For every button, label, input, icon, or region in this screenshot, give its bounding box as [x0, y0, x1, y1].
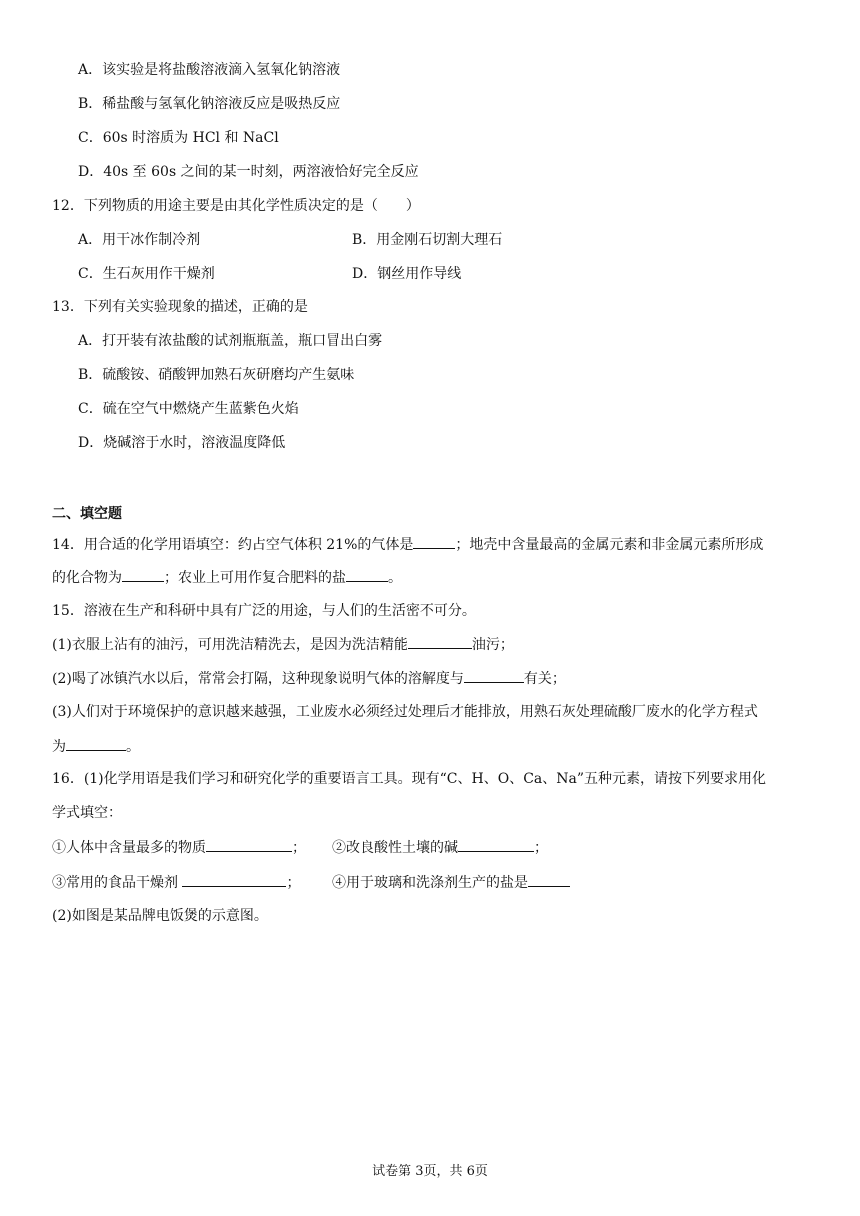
q14-text-5: 。 [388, 570, 402, 586]
q11-option-b: B．稀盐酸与氢氧化钠溶液反应是吸热反应 [78, 96, 341, 112]
q16-part2: (2)如图是某品牌电饭煲的示意图。 [52, 908, 268, 924]
q13-option-b: B．硫酸铵、硝酸钾加熟石灰研磨均产生氨味 [78, 367, 355, 383]
q16-item4-text: ④用于玻璃和洗涤剂生产的盐是 [332, 875, 528, 891]
q15-part1-text: (1)衣服上沾有的油污，可用洗洁精洗去，是因为洗洁精能 [52, 637, 408, 653]
q11-option-a: A．该实验是将盐酸溶液滴入氢氧化钠溶液 [78, 62, 341, 78]
q12-option-b: B．用金刚石切割大理石 [352, 232, 503, 248]
q16-line1: 16．(1)化学用语是我们学习和研究化学的重要语言工具。现有“C、H、O、Ca、Na”五种元素，请按下列要求用化 [52, 771, 767, 787]
q14-blank-2[interactable] [122, 567, 164, 582]
q14-text-2: ；地壳中含量最高的金属元素和非金属元素所形成 [455, 537, 764, 553]
q16-blank-1[interactable] [206, 837, 292, 852]
q15-part2-text: (2)喝了冰镇汽水以后，常常会打隔，这种现象说明气体的溶解度与 [52, 671, 464, 687]
q15-part2-end: 有关； [523, 671, 566, 687]
q16-item3 [52, 872, 300, 893]
q15-part3-line2 [52, 736, 140, 757]
q12-option-c: C．生石灰用作干燥剂 [78, 266, 215, 282]
q16-item2 [332, 837, 548, 858]
q14-blank-1[interactable] [413, 534, 455, 549]
q16-item4 [332, 872, 570, 893]
q16-item3-end: ； [286, 875, 301, 891]
q16-item1-end: ； [292, 840, 306, 856]
section-title: 二、填空题 [52, 506, 122, 522]
q15-part3-end: 。 [126, 739, 140, 755]
q12-stem: 12．下列物质的用途主要是由其化学性质决定的是（ ） [52, 198, 420, 214]
q14-line2 [52, 567, 402, 588]
q16-item2-text: ②改良酸性土壤的碱 [332, 840, 458, 856]
q15-part3-text: 为 [52, 739, 66, 755]
q15-blank-2[interactable] [464, 668, 524, 683]
q15-part2 [52, 668, 566, 689]
q15-part1 [52, 634, 514, 655]
q14-line1 [52, 534, 763, 555]
q13-option-c: C．硫在空气中燃烧产生蓝紫色火焰 [78, 401, 299, 417]
page-footer: 试卷第 3页，共 6页 [372, 1164, 488, 1179]
q16-item1-text: ①人体中含量最多的物质 [52, 840, 206, 856]
q16-blank-2[interactable] [458, 837, 534, 852]
q15-part3: (3)人们对于环境保护的意识越来越强，工业废水必须经过处理后才能排放，用熟石灰处理硫酸厂废水的化学方程式 [52, 704, 758, 720]
q11-option-c: C．60s 时溶质为 HCl 和 NaCl [78, 130, 279, 146]
q14-blank-3[interactable] [346, 567, 388, 582]
q13-option-a: A．打开装有浓盐酸的试剂瓶瓶盖，瓶口冒出白雾 [78, 333, 383, 349]
q16-blank-4[interactable] [528, 872, 570, 887]
q14-text-3: 的化合物为 [52, 570, 122, 586]
q16-item3-text: ③常用的食品干燥剂 [52, 875, 183, 891]
q14-text-1: 14．用合适的化学用语填空：约占空气体积 21%的气体是 [52, 537, 414, 553]
q15-stem: 15．溶液在生产和科研中具有广泛的用途，与人们的生活密不可分。 [52, 603, 476, 619]
q16-line2: 学式填空： [52, 805, 122, 821]
q15-blank-1[interactable] [408, 634, 472, 649]
q16-blank-3[interactable] [182, 872, 286, 887]
q16-item2-end: ； [534, 840, 548, 856]
q13-stem: 13．下列有关实验现象的描述，正确的是 [52, 299, 308, 315]
q14-text-4: ；农业上可用作复合肥料的盐 [164, 570, 346, 586]
q15-blank-3[interactable] [66, 736, 126, 751]
q11-option-d: D．40s 至 60s 之间的某一时刻，两溶液恰好完全反应 [78, 164, 419, 180]
q13-option-d: D．烧碱溶于水时，溶液温度降低 [78, 435, 286, 451]
q12-option-d: D．钢丝用作导线 [352, 266, 462, 282]
q16-item1 [52, 837, 306, 858]
q15-part1-end: 油污； [471, 637, 514, 653]
q12-option-a: A．用干冰作制冷剂 [78, 232, 201, 248]
